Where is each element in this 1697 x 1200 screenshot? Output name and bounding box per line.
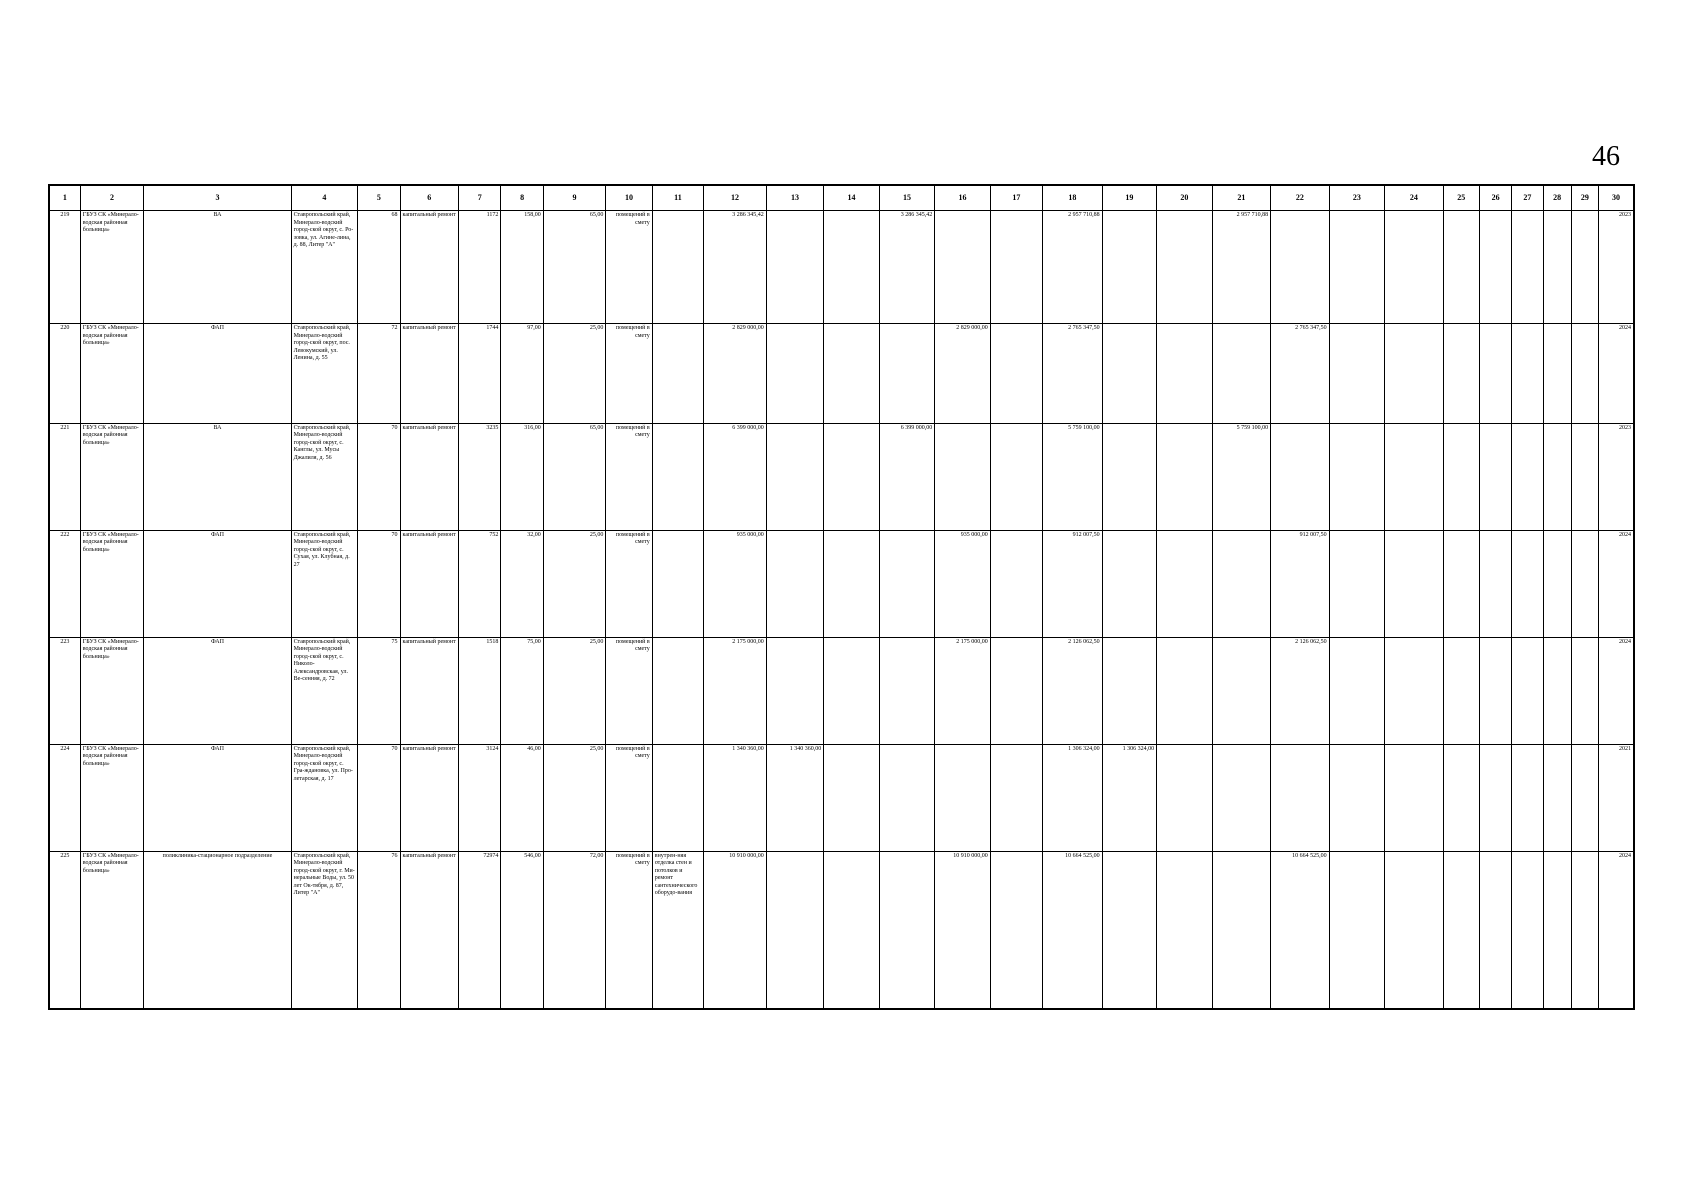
cell-col-12: 935 000,00 <box>704 530 767 637</box>
cell-col-11: внутрен-няя отделка стен и потолков и ремонт сантехнического оборудо-вания <box>652 851 703 1009</box>
cell-col-11 <box>652 530 703 637</box>
cell-col-6: капитальный ремонт <box>400 530 459 637</box>
column-header-2: 2 <box>80 185 144 211</box>
cell-col-3: ВА <box>144 423 291 530</box>
cell-col-21 <box>1212 637 1271 744</box>
cell-col-19 <box>1102 851 1156 1009</box>
cell-col-21: 2 957 710,88 <box>1212 211 1271 324</box>
cell-col-25 <box>1443 637 1479 744</box>
cell-col-27 <box>1512 851 1543 1009</box>
cell-col-4: Ставропольский край, Минерало-водский город-ской округ, г. Ми-неральные Воды, ул. 50 лет Ок-тября, д. 87, Литер "А" <box>291 851 358 1009</box>
cell-col-6: капитальный ремонт <box>400 211 459 324</box>
cell-col-4: Ставропольский край, Минерало-водский город-ской округ, с. Канглы, ул. Мусы Джалиля, д. 56 <box>291 423 358 530</box>
cell-col-6: капитальный ремонт <box>400 637 459 744</box>
cell-col-4: Ставропольский край, Минерало-водский город-ской округ, с. Ро-зовка, ул. Агине-лина, д. 88, Литер "А" <box>291 211 358 324</box>
cell-col-25 <box>1443 211 1479 324</box>
cell-col-23 <box>1329 744 1384 851</box>
column-header-13: 13 <box>766 185 824 211</box>
cell-col-18: 10 664 525,00 <box>1043 851 1103 1009</box>
cell-col-3: ВА <box>144 211 291 324</box>
cell-col-4: Ставропольский край, Минерало-водский город-ской округ, с. Сухая, ул. Клубная, д. 27 <box>291 530 358 637</box>
cell-col-28 <box>1543 744 1571 851</box>
cell-col-17 <box>990 530 1042 637</box>
cell-col-24 <box>1385 211 1444 324</box>
cell-col-16 <box>935 211 990 324</box>
cell-col-15: 3 286 345,42 <box>879 211 934 324</box>
cell-col-29 <box>1571 324 1598 424</box>
cell-col-26 <box>1479 851 1511 1009</box>
column-header-1: 1 <box>49 185 80 211</box>
cell-col-20 <box>1157 744 1212 851</box>
cell-col-20 <box>1157 530 1212 637</box>
cell-col-26 <box>1479 211 1511 324</box>
header-row <box>49 185 1634 211</box>
column-header-17: 17 <box>990 185 1042 211</box>
cell-col-16 <box>935 423 990 530</box>
cell-col-7: 752 <box>459 530 501 637</box>
cell-col-22: 2 765 347,50 <box>1271 324 1330 424</box>
cell-col-8: 75,00 <box>501 637 543 744</box>
cell-col-10: помещений в смету <box>606 744 652 851</box>
cell-col-21 <box>1212 851 1271 1009</box>
cell-col-15 <box>879 637 934 744</box>
cell-col-23 <box>1329 851 1384 1009</box>
cell-col-11 <box>652 744 703 851</box>
cell-col-8: 316,00 <box>501 423 543 530</box>
cell-col-21: 5 759 100,00 <box>1212 423 1271 530</box>
cell-col-28 <box>1543 637 1571 744</box>
cell-col-23 <box>1329 530 1384 637</box>
cell-col-14 <box>824 530 879 637</box>
cell-col-26 <box>1479 530 1511 637</box>
cell-col-18: 2 957 710,88 <box>1043 211 1103 324</box>
column-header-7: 7 <box>459 185 501 211</box>
column-header-20: 20 <box>1157 185 1212 211</box>
column-header-16: 16 <box>935 185 990 211</box>
cell-col-22: 2 126 062,50 <box>1271 637 1330 744</box>
cell-col-7: 3124 <box>459 744 501 851</box>
column-header-14: 14 <box>824 185 879 211</box>
cell-col-7: 1744 <box>459 324 501 424</box>
cell-col-4: Ставропольский край, Минерало-водский город-ской округ, пос. Левокумский, ул. Ленина, д. 55 <box>291 324 358 424</box>
cell-col-8: 546,00 <box>501 851 543 1009</box>
cell-col-16: 935 000,00 <box>935 530 990 637</box>
column-header-29: 29 <box>1571 185 1598 211</box>
column-header-25: 25 <box>1443 185 1479 211</box>
cell-col-17 <box>990 637 1042 744</box>
cell-col-16: 10 910 000,00 <box>935 851 990 1009</box>
column-header-19: 19 <box>1102 185 1156 211</box>
cell-col-14 <box>824 851 879 1009</box>
cell-col-9: 65,00 <box>543 211 606 324</box>
cell-col-3: ФАП <box>144 637 291 744</box>
cell-col-13 <box>766 324 824 424</box>
cell-col-29 <box>1571 851 1598 1009</box>
column-header-15: 15 <box>879 185 934 211</box>
cell-col-25 <box>1443 530 1479 637</box>
cell-col-19 <box>1102 423 1156 530</box>
cell-col-26 <box>1479 637 1511 744</box>
cell-col-9: 65,00 <box>543 423 606 530</box>
cell-col-6: капитальный ремонт <box>400 423 459 530</box>
cell-col-24 <box>1385 324 1444 424</box>
cell-col-3: ФАП <box>144 324 291 424</box>
cell-col-11 <box>652 324 703 424</box>
cell-col-7: 3235 <box>459 423 501 530</box>
cell-col-29 <box>1571 530 1598 637</box>
cell-col-1: 219 <box>49 211 80 324</box>
cell-col-18: 2 765 347,50 <box>1043 324 1103 424</box>
cell-col-13 <box>766 851 824 1009</box>
cell-col-23 <box>1329 637 1384 744</box>
cell-col-30: 2023 <box>1598 423 1634 530</box>
cell-col-2: ГБУЗ СК «Минерало-водская районная больница» <box>80 744 144 851</box>
table-row <box>49 851 1634 1009</box>
cell-col-10: помещений в смету <box>606 423 652 530</box>
cell-col-22: 10 664 525,00 <box>1271 851 1330 1009</box>
column-header-4: 4 <box>291 185 358 211</box>
cell-col-5: 76 <box>358 851 400 1009</box>
cell-col-4: Ставропольский край, Минерало-водский город-ской округ, с. Гра-ждановка, ул. Про-летарская, д. 17 <box>291 744 358 851</box>
cell-col-13 <box>766 637 824 744</box>
cell-col-1: 225 <box>49 851 80 1009</box>
cell-col-25 <box>1443 744 1479 851</box>
cell-col-12: 6 399 000,00 <box>704 423 767 530</box>
cell-col-20 <box>1157 851 1212 1009</box>
cell-col-19 <box>1102 324 1156 424</box>
cell-col-19 <box>1102 530 1156 637</box>
cell-col-15: 6 399 000,00 <box>879 423 934 530</box>
cell-col-6: капитальный ремонт <box>400 324 459 424</box>
cell-col-17 <box>990 324 1042 424</box>
cell-col-30: 2024 <box>1598 637 1634 744</box>
cell-col-18: 5 759 100,00 <box>1043 423 1103 530</box>
cell-col-1: 220 <box>49 324 80 424</box>
cell-col-11 <box>652 637 703 744</box>
cell-col-27 <box>1512 744 1543 851</box>
cell-col-5: 72 <box>358 324 400 424</box>
cell-col-30: 2024 <box>1598 530 1634 637</box>
cell-col-16: 2 829 000,00 <box>935 324 990 424</box>
cell-col-1: 224 <box>49 744 80 851</box>
cell-col-8: 46,00 <box>501 744 543 851</box>
cell-col-22 <box>1271 423 1330 530</box>
cell-col-6: капитальный ремонт <box>400 851 459 1009</box>
cell-col-2: ГБУЗ СК «Минерало-водская районная больница» <box>80 851 144 1009</box>
cell-col-12: 10 910 000,00 <box>704 851 767 1009</box>
cell-col-18: 912 007,50 <box>1043 530 1103 637</box>
cell-col-14 <box>824 211 879 324</box>
cell-col-3: поликлиника-стационарное подразделение <box>144 851 291 1009</box>
cell-col-18: 2 126 062,50 <box>1043 637 1103 744</box>
cell-col-1: 223 <box>49 637 80 744</box>
cell-col-15 <box>879 324 934 424</box>
cell-col-22 <box>1271 211 1330 324</box>
table-row <box>49 530 1634 637</box>
cell-col-10: помещений в смету <box>606 211 652 324</box>
cell-col-30: 2024 <box>1598 851 1634 1009</box>
cell-col-11 <box>652 211 703 324</box>
cell-col-10: помещений в смету <box>606 637 652 744</box>
cell-col-9: 72,00 <box>543 851 606 1009</box>
cell-col-15 <box>879 530 934 637</box>
cell-col-30: 2021 <box>1598 744 1634 851</box>
cell-col-5: 70 <box>358 744 400 851</box>
cell-col-2: ГБУЗ СК «Минерало-водская районная больница» <box>80 530 144 637</box>
cell-col-11 <box>652 423 703 530</box>
column-header-12: 12 <box>704 185 767 211</box>
cell-col-26 <box>1479 744 1511 851</box>
cell-col-27 <box>1512 211 1543 324</box>
cell-col-17 <box>990 744 1042 851</box>
column-header-27: 27 <box>1512 185 1543 211</box>
column-header-8: 8 <box>501 185 543 211</box>
cell-col-14 <box>824 744 879 851</box>
cell-col-21 <box>1212 324 1271 424</box>
cell-col-2: ГБУЗ СК «Минерало-водская районная больница» <box>80 637 144 744</box>
column-header-21: 21 <box>1212 185 1271 211</box>
cell-col-17 <box>990 211 1042 324</box>
table-row <box>49 637 1634 744</box>
cell-col-24 <box>1385 851 1444 1009</box>
cell-col-28 <box>1543 530 1571 637</box>
column-header-24: 24 <box>1385 185 1444 211</box>
cell-col-10: помещений в смету <box>606 324 652 424</box>
cell-col-21 <box>1212 530 1271 637</box>
cell-col-24 <box>1385 744 1444 851</box>
cell-col-29 <box>1571 637 1598 744</box>
cell-col-6: капитальный ремонт <box>400 744 459 851</box>
cell-col-13: 1 340 360,00 <box>766 744 824 851</box>
cell-col-15 <box>879 744 934 851</box>
cell-col-16 <box>935 744 990 851</box>
cell-col-25 <box>1443 423 1479 530</box>
cell-col-12: 1 340 360,00 <box>704 744 767 851</box>
cell-col-24 <box>1385 423 1444 530</box>
cell-col-23 <box>1329 324 1384 424</box>
cell-col-7: 72974 <box>459 851 501 1009</box>
column-header-9: 9 <box>543 185 606 211</box>
cell-col-12: 3 286 345,42 <box>704 211 767 324</box>
cell-col-29 <box>1571 423 1598 530</box>
cell-col-27 <box>1512 324 1543 424</box>
cell-col-23 <box>1329 423 1384 530</box>
cell-col-27 <box>1512 423 1543 530</box>
cell-col-14 <box>824 637 879 744</box>
cell-col-29 <box>1571 211 1598 324</box>
cell-col-4: Ставропольский край, Минерало-водский город-ской округ, с. Николо-Александровская, ул. Ве-сенняя, д. 72 <box>291 637 358 744</box>
cell-col-20 <box>1157 637 1212 744</box>
cell-col-1: 221 <box>49 423 80 530</box>
cell-col-24 <box>1385 637 1444 744</box>
cell-col-7: 1172 <box>459 211 501 324</box>
cell-col-5: 75 <box>358 637 400 744</box>
cell-col-2: ГБУЗ СК «Минерало-водская районная больница» <box>80 211 144 324</box>
cell-col-12: 2 175 000,00 <box>704 637 767 744</box>
cell-col-30: 2023 <box>1598 211 1634 324</box>
cell-col-13 <box>766 530 824 637</box>
cell-col-26 <box>1479 324 1511 424</box>
cell-col-27 <box>1512 637 1543 744</box>
cell-col-19 <box>1102 211 1156 324</box>
column-header-23: 23 <box>1329 185 1384 211</box>
cell-col-30: 2024 <box>1598 324 1634 424</box>
cell-col-26 <box>1479 423 1511 530</box>
cell-col-28 <box>1543 423 1571 530</box>
cell-col-22 <box>1271 744 1330 851</box>
cell-col-25 <box>1443 851 1479 1009</box>
cell-col-20 <box>1157 423 1212 530</box>
cell-col-29 <box>1571 744 1598 851</box>
cell-col-8: 158,00 <box>501 211 543 324</box>
cell-col-21 <box>1212 744 1271 851</box>
cell-col-10: помещений в смету <box>606 530 652 637</box>
column-header-18: 18 <box>1043 185 1103 211</box>
cell-col-22: 912 007,50 <box>1271 530 1330 637</box>
cell-col-17 <box>990 423 1042 530</box>
column-header-3: 3 <box>144 185 291 211</box>
column-header-22: 22 <box>1271 185 1330 211</box>
table-row <box>49 324 1634 424</box>
column-header-30: 30 <box>1598 185 1634 211</box>
cell-col-8: 32,00 <box>501 530 543 637</box>
cell-col-12: 2 829 000,00 <box>704 324 767 424</box>
cell-col-24 <box>1385 530 1444 637</box>
cell-col-3: ФАП <box>144 744 291 851</box>
cell-col-27 <box>1512 530 1543 637</box>
cell-col-14 <box>824 324 879 424</box>
cell-col-20 <box>1157 324 1212 424</box>
cell-col-9: 25,00 <box>543 324 606 424</box>
column-header-11: 11 <box>652 185 703 211</box>
cell-col-16: 2 175 000,00 <box>935 637 990 744</box>
column-header-6: 6 <box>400 185 459 211</box>
cell-col-19: 1 306 324,00 <box>1102 744 1156 851</box>
cell-col-15 <box>879 851 934 1009</box>
cell-col-5: 70 <box>358 530 400 637</box>
column-header-28: 28 <box>1543 185 1571 211</box>
data-table <box>48 184 1635 1010</box>
cell-col-5: 70 <box>358 423 400 530</box>
cell-col-28 <box>1543 851 1571 1009</box>
column-header-5: 5 <box>358 185 400 211</box>
cell-col-14 <box>824 423 879 530</box>
cell-col-9: 25,00 <box>543 530 606 637</box>
cell-col-3: ФАП <box>144 530 291 637</box>
cell-col-1: 222 <box>49 530 80 637</box>
cell-col-9: 25,00 <box>543 744 606 851</box>
table-row <box>49 211 1634 324</box>
cell-col-13 <box>766 423 824 530</box>
cell-col-28 <box>1543 324 1571 424</box>
column-header-10: 10 <box>606 185 652 211</box>
cell-col-17 <box>990 851 1042 1009</box>
cell-col-2: ГБУЗ СК «Минерало-водская районная больница» <box>80 423 144 530</box>
cell-col-5: 68 <box>358 211 400 324</box>
cell-col-25 <box>1443 324 1479 424</box>
page-number: 46 <box>1592 141 1620 172</box>
cell-col-28 <box>1543 211 1571 324</box>
cell-col-8: 97,00 <box>501 324 543 424</box>
table-row <box>49 423 1634 530</box>
cell-col-9: 25,00 <box>543 637 606 744</box>
cell-col-10: помещений в смету <box>606 851 652 1009</box>
cell-col-7: 1518 <box>459 637 501 744</box>
cell-col-20 <box>1157 211 1212 324</box>
table-row <box>49 744 1634 851</box>
column-header-26: 26 <box>1479 185 1511 211</box>
cell-col-23 <box>1329 211 1384 324</box>
cell-col-19 <box>1102 637 1156 744</box>
cell-col-18: 1 306 324,00 <box>1043 744 1103 851</box>
cell-col-2: ГБУЗ СК «Минерало-водская районная больница» <box>80 324 144 424</box>
cell-col-13 <box>766 211 824 324</box>
